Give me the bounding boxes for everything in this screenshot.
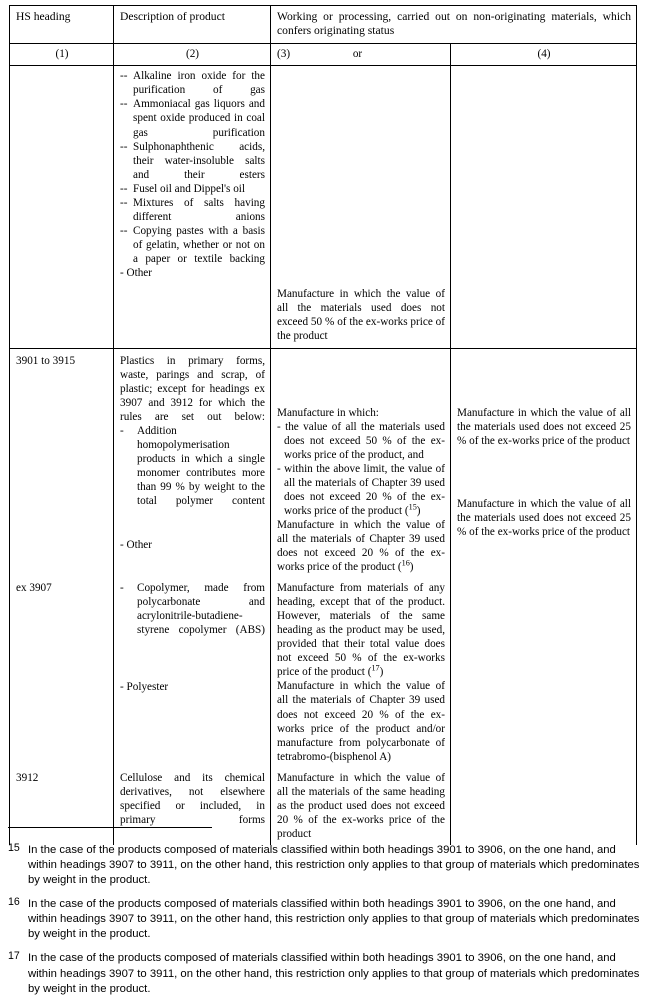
list-item-label: Sulphonaphthenic acids, their water-insoluble salts and their esters — [133, 140, 265, 181]
row1-cell-description — [114, 66, 271, 348]
double-dash-marker: -- — [120, 224, 128, 237]
list-item-label: Copying pastes with a basis of gelatin, whether or not on a paper or textile backing — [133, 224, 265, 265]
footnotes-section — [8, 843, 640, 1006]
footnote-separator-rule — [8, 827, 212, 828]
row1-working-text: Manufacture in which the value of all the materials used does not exceed 50 % of the ex-works price of the product — [277, 288, 445, 343]
row1-cell-heading — [10, 66, 114, 348]
header-working-processing-label: Working or processing, carried out on non-originating materials, which confers originating status — [277, 10, 631, 38]
footnote-text: In the case of the products composed of materials classified within both headings 3901 to 3906, on the one hand, and within headings 3907 to 3911, on the other hand, this restriction only applies to that group of materials which predominates by weight in the product. — [28, 844, 640, 887]
footnote-number: 17 — [8, 950, 20, 963]
row4-cell-working — [271, 768, 451, 845]
list-item-label: Ammoniacal gas liquors and spent oxide produced in coal gas purification — [133, 98, 265, 139]
row1-description-list — [120, 69, 265, 280]
header-cell-description — [114, 6, 271, 44]
double-dash-marker: -- — [120, 140, 128, 153]
footnote-ref-15: 15 — [408, 502, 417, 512]
table-row — [10, 578, 637, 768]
footnote-number: 16 — [8, 896, 20, 909]
footnote-number: 15 — [8, 842, 20, 854]
header-cell-working-processing — [271, 6, 637, 44]
numbering-label-1: (1) — [55, 48, 69, 61]
row2-alternative-text-1: Manufacture in which the value of all the materials used does not exceed 25 % of the ex-works price of the product — [457, 406, 631, 447]
list-item-label: Mixtures of salts having different anions — [133, 196, 265, 223]
row4-description-text: Cellulose and its chemical derivatives, not elsewhere specified or included, in primary forms — [120, 771, 265, 826]
dash-marker: - — [120, 424, 124, 437]
row2-heading-value: 3901 to 3915 — [16, 354, 76, 367]
list-item — [120, 140, 265, 182]
list-item-label: - Other — [120, 266, 152, 279]
header-cell-hs-heading — [10, 6, 114, 44]
list-item-label: Alkaline iron oxide for the purification of gas — [133, 70, 265, 97]
row3-heading-value: ex 3907 — [16, 582, 52, 595]
row3-cell-heading — [10, 578, 114, 768]
numbering-cell-4 — [451, 44, 637, 66]
dash-marker: - — [120, 582, 124, 595]
row1-cell-alternative — [451, 66, 637, 348]
table-row — [10, 348, 637, 578]
footnote-text: In the case of the products composed of materials classified within both headings 3901 to 3906, on the one hand, and within headings 3907 to 3911, on the other hand, this restriction only applies to that group of materials which predominates by weight in the product. — [28, 898, 640, 941]
row2-working-bullet-1: - the value of all the materials used does not exceed 50 % of the ex-works price of the product, and — [277, 420, 445, 461]
spacer — [457, 448, 631, 478]
numbering-or-label: or — [352, 48, 363, 61]
row2-description-intro: Plastics in primary forms, waste, parings and scrap, of plastic; except for headings ex 3907 and 3912 for which the rules are set out below: — [120, 354, 265, 423]
numbering-cell-2 — [114, 44, 271, 66]
row1-heading-value — [10, 66, 113, 73]
row2-working-intro: Manufacture in which: — [277, 406, 379, 419]
double-dash-marker: -- — [120, 70, 128, 83]
row3-description-item2: - Polyester — [120, 681, 169, 694]
row2-working-alt: Manufacture in which the value of all the materials of Chapter 39 used does not exceed 20 % of the ex-works price of the product — [277, 518, 445, 574]
list-item — [120, 182, 265, 196]
row3-working-text-2: Manufacture in which the value of all the materials of Chapter 39 used does not exceed 20 % of the ex-works price of the product and/or manufacture from polycarbonate of tetrabromo-(bisphenol A) — [277, 680, 445, 763]
list-item — [120, 581, 265, 637]
table-numbering-row — [10, 44, 637, 66]
double-dash-marker: -- — [120, 98, 128, 111]
row3-cell-working: Manufacture from materials of any heading, except that of the product. However, materials of the same heading as the product may be used, provided that their total value does not exceed 50 % of the ex-works price of the product ($^{17}$) Manufacture in which the value of all the materials of Chapter 39 used does not exceed 20 % of the ex-works price of the product and/or manufacture from polycarbonate of tetrabromo-(bisphenol A) — [271, 578, 451, 768]
row2-working-bullet-2: - within the above limit, the value of all the materials of Chapter 39 used does not exceed 20 % of the ex-works price of the product — [277, 462, 445, 517]
row3-description-list — [120, 581, 265, 637]
numbering-label-4: (4) — [537, 48, 551, 61]
list-item — [120, 424, 265, 508]
row3-alternative-text — [451, 578, 636, 585]
row3-cell-description — [114, 578, 271, 768]
numbering-cell-1 — [10, 44, 114, 66]
row4-working-text: Manufacture in which the value of all the materials of the same heading as the product used does not exceed 20 % of the ex-works price of the product — [277, 771, 445, 840]
row2-description-other: - Other — [120, 539, 152, 552]
origin-rules-table — [9, 5, 637, 845]
numbering-label-2: (2) — [185, 48, 200, 61]
numbering-cell-3 — [271, 44, 451, 66]
footnote-item — [8, 843, 640, 888]
table-row — [10, 66, 637, 348]
double-dash-marker: -- — [120, 196, 128, 209]
row2-description-list — [120, 424, 265, 508]
row3-working-text-1: Manufacture from materials of any heading, except that of the product. However, materials of the same heading as the product may be used, provided that their total value does not exceed 50 % of the ex-works price of the product — [277, 582, 445, 679]
row1-cell-working — [271, 66, 451, 348]
table-row — [10, 768, 637, 845]
header-hs-heading-label: HS heading — [16, 10, 71, 23]
footnote-ref-16: 16 — [401, 558, 410, 568]
footnote-ref-17: 17 — [371, 663, 380, 673]
spacer — [120, 508, 265, 538]
list-item-label: Fusel oil and Dippel's oil — [133, 182, 246, 195]
header-description-label: Description of product — [120, 10, 225, 23]
row2-cell-heading — [10, 348, 114, 578]
row2-cell-description — [114, 348, 271, 578]
list-item-label: Copolymer, made from polycarbonate and acrylonitrile-butadiene-styrene copolymer (ABS) — [137, 582, 265, 637]
table-header-row — [10, 6, 637, 44]
numbering-label-3: (3) — [277, 48, 291, 61]
row4-heading-value: 3912 — [16, 771, 39, 784]
list-item — [120, 224, 265, 266]
spacer — [120, 667, 265, 680]
row3-cell-alternative — [451, 578, 637, 768]
row2-cell-working: Manufacture in which: - the value of all the materials used does not exceed 50 % of the ex-works price of the product, and - within the above limit, the value of all the materials of Chapter 39 used does not exceed 20 % of the ex-works price of the product ($^{15}$) Manufacture in which the value of all the materials of Chapter 39 used does not exceed 20 % of the ex-works price of the product ($^{16}$) — [271, 348, 451, 578]
row2-alternative-text-2: Manufacture in which the value of all the materials used does not exceed 25 % of the ex-works price of the product — [457, 497, 631, 538]
row2-cell-alternative — [451, 348, 637, 578]
row4-alternative-text — [451, 768, 636, 775]
double-dash-marker: -- — [120, 182, 128, 195]
row4-cell-description — [114, 768, 271, 845]
list-item-label: Addition homopolymerisation products in which a single monomer contributes more than 99 % by weight to the total polymer content — [137, 424, 265, 507]
footnote-item — [8, 951, 640, 996]
spacer — [457, 478, 631, 497]
spacer — [120, 637, 265, 667]
row1-alternative-text — [451, 66, 636, 73]
list-item — [120, 266, 265, 280]
footnote-item — [8, 897, 640, 942]
list-item — [120, 97, 265, 139]
footnote-text: In the case of the products composed of materials classified within both headings 3901 to 3906, on the one hand, and within headings 3907 to 3911, on the other hand, this restriction only applies to that group of materials which predominates by weight in the product. — [28, 952, 640, 995]
list-item — [120, 196, 265, 224]
row4-cell-heading — [10, 768, 114, 845]
row4-cell-alternative — [451, 768, 637, 845]
list-item — [120, 69, 265, 97]
